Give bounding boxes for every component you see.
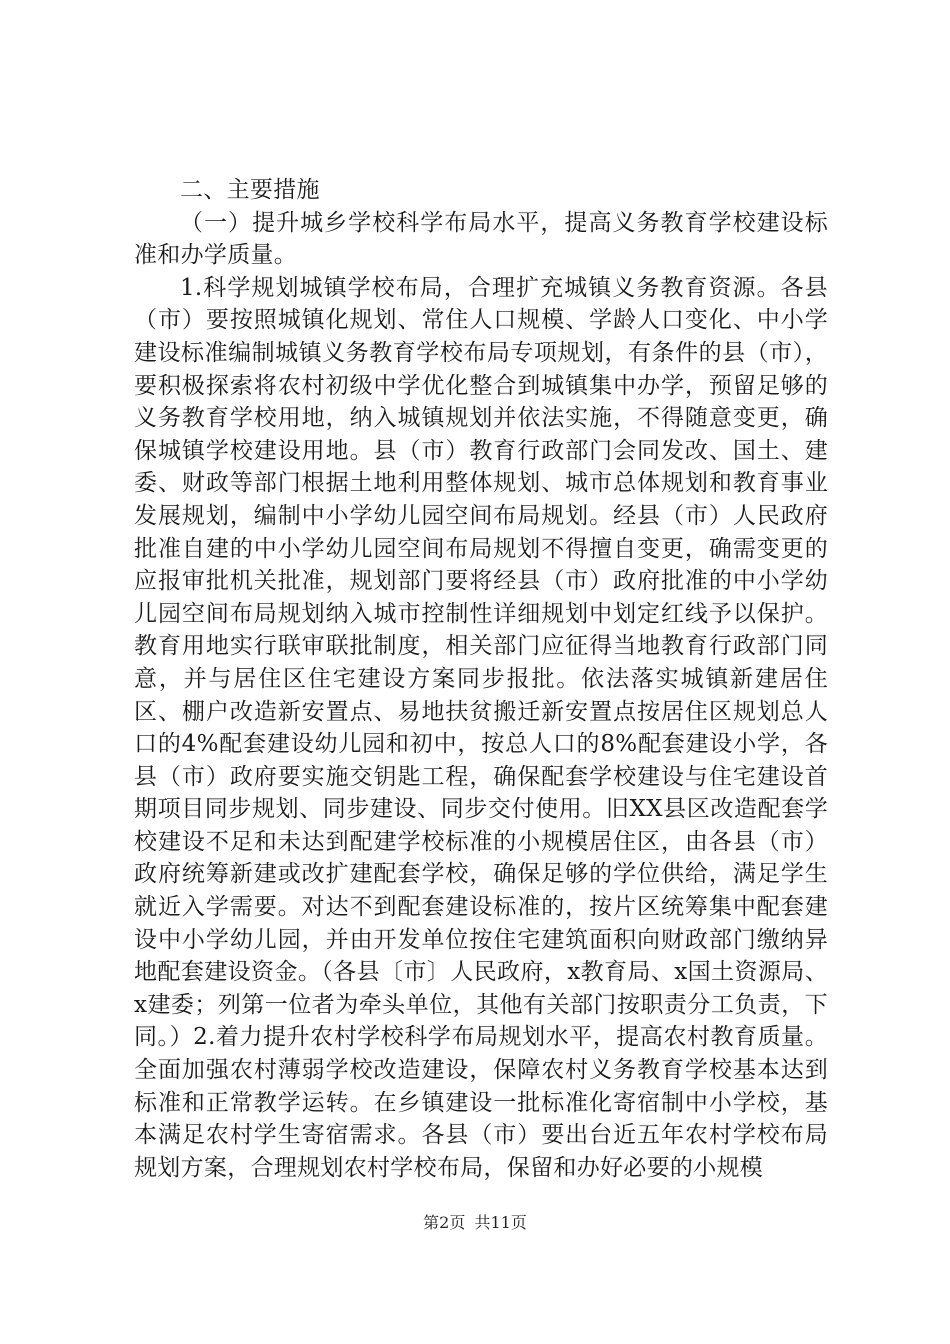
section-heading: 二、主要措施 xyxy=(180,177,320,203)
body-paragraph: 1.科学规划城镇学校布局，合理扩充城镇义务教育资源。各县（市）要按照城镇化规划、常住人口规模、学龄人口变化、中小学建设标准编制城镇义务教育学校布局专项规划，有条件的县（市），要积极探索将农村初级中学优化整合到城镇集中办学，预留足够的义务教育学校用地，纳入城镇规划并依法实施，不得随意变更，确保城镇学校建设用地。县（市）教育行政部门会同发改、国土、建委、财政等部门根据土地利用整体规划、城市总体规划和教育事业发展规划，编制中小学幼儿园空间布局规划。经县（市）人民政府批准自建的中小学幼儿园空间布局规划不得擅自变更，确需变更的应报审批机关批准，规划部门要将经县（市）政府批准的中小学幼儿园空间布局规划纳入城市控制性详细规划中划定红线予以保护。教育用地实行联审联批制度，相关部门应征得当地教育行政部门同意，并与居住区住宅建设方案同步报批。依法落实城镇新建居住区、棚户改造新安置点、易地扶贫搬迁新安置点按居住区规划总人口的4%配套建设幼儿园和初中，按总人口的8%配套建设小学，各县（市）政府要实施交钥匙工程，确保配套学校建设与住宅建设首期项目同步规划、同步建设、同步交付使用。旧XX县区改造配套学校建设不足和未达到配建学校标准的小规模居住区，由各县（市）政府统筹新建或改扩建配套学校，确保足够的学位供给，满足学生就近入学需要。对达不到配套建设标准的，按片区统筹集中配套建设中小学幼儿园，并由开发单位按住宅建筑面积向财政部门缴纳异地配套建设资金。（各县〔市〕人民政府，x教育局、x国土资源局、x建委；列第一位者为牵头单位，其他有关部门按职责分工负责，下同。）2.着力提升农村学校科学布局规划水平，提高农村教育质量。全面加强农村薄弱学校改造建设，保障农村义务教育学校基本达到标准和正常教学运转。在乡镇建设一批标准化寄宿制中小学校，基本满足农村学生寄宿需求。各县（市）要出台近五年农村学校布局规划方案，合理规划农村学校布局，保留和办好必要的小规模 xyxy=(134,274,828,1181)
page-total: 共11页 xyxy=(474,1213,527,1232)
page-footer xyxy=(0,1213,950,1233)
document-body xyxy=(134,174,828,1184)
page-number: 第2页 xyxy=(423,1213,466,1232)
subheading: （一）提升城乡学校科学布局水平，提高义务教育学校建设标准和办学质量。 xyxy=(134,209,828,269)
